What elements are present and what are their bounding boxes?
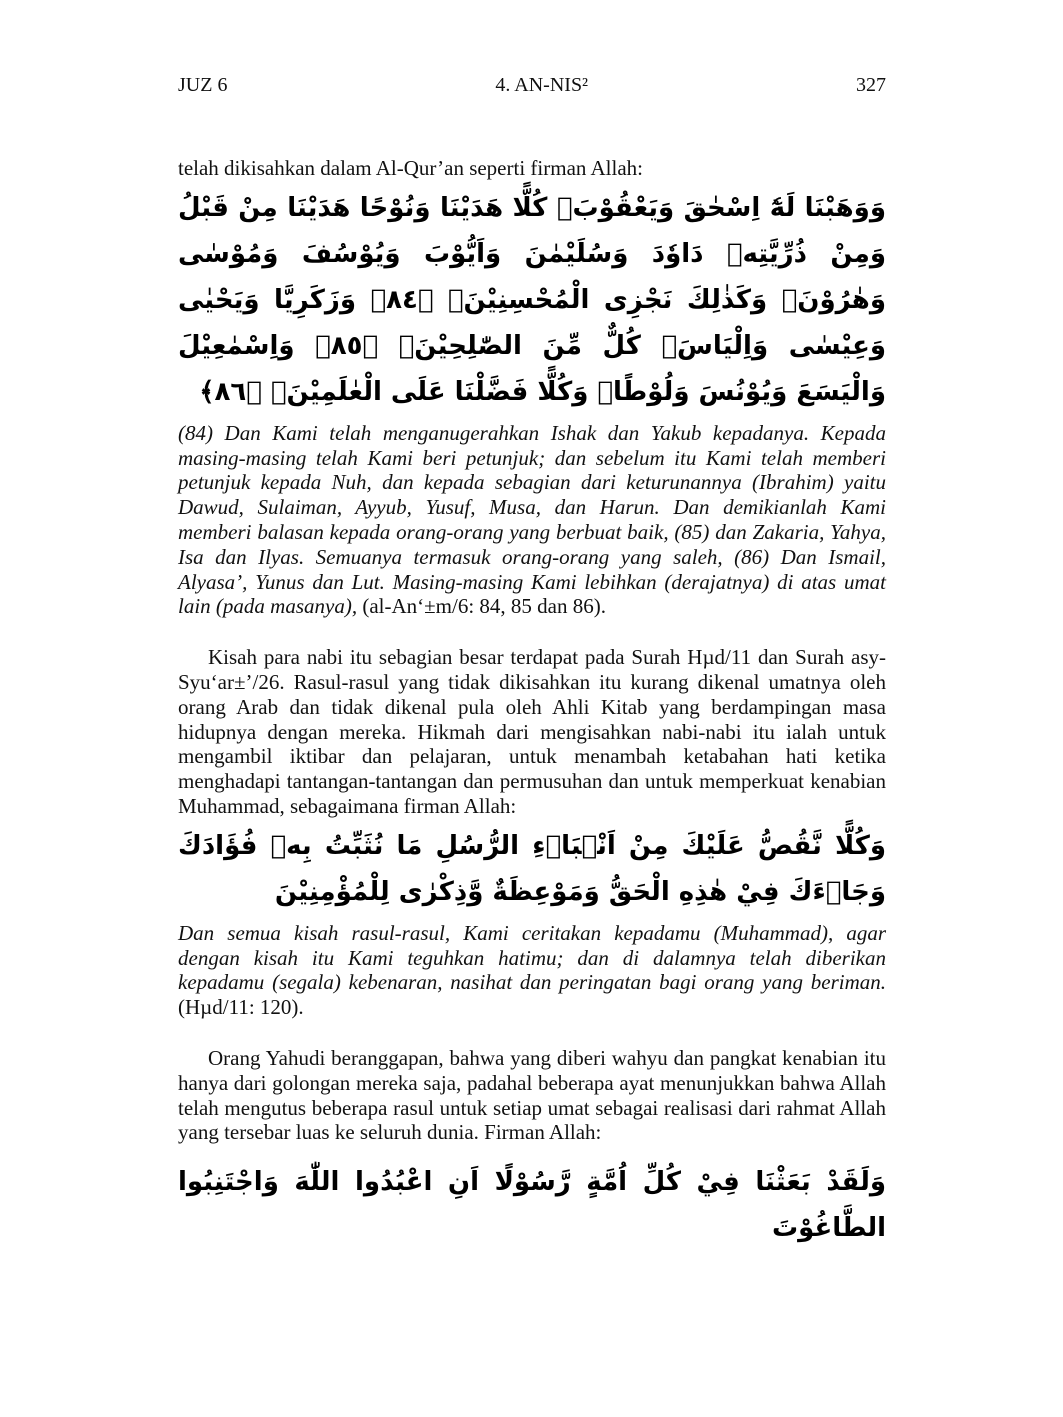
arabic-verse-hud-120: وَكُلًّا نَّقُصُّ عَلَيْكَ مِنْ اَنْۢبَاۤءِ الرُّسُلِ مَا نُثَبِّتُ بِهٖ فُؤَادَكَ وَجَاۤءَكَ فِيْ هٰذِهِ الْحَقُّ وَمَوْعِظَةٌ وَّذِكْرٰى لِلْمُؤْمِنِيْنَ (178, 830, 886, 907)
paragraph-prophets-stories: Kisah para nabi itu sebagian besar terdapat pada Surah Hµd/11 dan Surah asy-Syu‘ar±’/26. Rasul-rasul yang tidak dikisahkan itu kurang dikenal umatnya oleh orang Arab dan tidak dikenal pula oleh Ahli Kitab yang berdampingan masa hidupnya dengan mereka. Hikmah dari mengisahkan nabi-nabi itu ialah untuk mengambil iktibar dan pelajaran, untuk menambah ketabahan hati ketika menghadapi tantangan-tantangan dan permusuhan dan untuk memperkuat kenabian Muhammad, sebagaimana firman Allah: (178, 645, 886, 818)
translation-anam (178, 421, 886, 619)
translation-text: (84) Dan Kami telah menganugerahkan Ishak dan Yakub kepadanya. Kepada masing-masing telah Kami beri petunjuk; dan sebelum itu Kami telah memberi petunjuk kepada Nuh, dan kepada sebagian dari keturunannya (Ibrahim) yaitu Dawud, Sulaiman, Ayyub, Yusuf, Musa, dan Harun. Dan demikianlah Kami memberi balasan kepada orang-orang yang berbuat baik, (85) dan Zakaria, Yahya, Isa dan Ilyas. Semuanya termasuk orang-orang yang saleh, (86) Dan Ismail, Alyasa’, Yunus dan Lut. Masing-masing Kami lebihkan (derajatnya) di atas umat lain (pada masanya), (178, 420, 886, 619)
arabic-verse-anam-84-86: وَوَهَبْنَا لَهٗٓ اِسْحٰقَ وَيَعْقُوْبَۗ كُلًّا هَدَيْنَا وَنُوْحًا هَدَيْنَا مِنْ قَبْلُ وَمِنْ ذُرِّيَّتِهٖ دَاوٗدَ وَسُلَيْمٰنَ وَاَيُّوْبَ وَيُوْسُفَ وَمُوْسٰى وَهٰرُوْنَۗ وَكَذٰلِكَ نَجْزِى الْمُحْسِنِيْنَۙ ﴿٨٤﴾ وَزَكَرِيَّا وَيَحْيٰى وَعِيْسٰى وَاِلْيَاسَۗ كُلٌّ مِّنَ الصّٰلِحِيْنَۙ ﴿٨٥﴾ وَاِسْمٰعِيْلَ وَالْيَسَعَ وَيُوْنُسَ وَلُوْطًاۗ وَكُلًّا فَضَّلْنَا عَلَى الْعٰلَمِيْنَۙ ﴿٨٦﴾ (178, 192, 886, 407)
arabic-verse-nahl-36: وَلَقَدْ بَعَثْنَا فِيْ كُلِّ اُمَّةٍ رَّسُوْلًا اَنِ اعْبُدُوا اللّٰهَ وَاجْتَنِبُوا الطَّاغُوْتَ (178, 1167, 886, 1244)
intro-text: telah dikisahkan dalam Al-Qur’an seperti firman Allah: (178, 156, 643, 180)
surah-title: 4. AN-NIS² (495, 74, 589, 96)
paragraph-jews-belief: Orang Yahudi beranggapan, bahwa yang diberi wahyu dan pangkat kenabian itu hanya dari golongan mereka saja, padahal beberapa ayat menunjukkan bahwa Allah telah mengutus beberapa rasul untuk setiap umat sebagai realisasi dari rahmat Allah yang tersebar luas ke seluruh dunia. Firman Allah: (178, 1045, 886, 1145)
translation-text: Dan semua kisah rasul-rasul, Kami ceritakan kepadamu (Muhammad), agar dengan kisah itu Kami teguhkan hatimu; dan di dalamnya telah diberikan kepadamu (segala) kebenaran, nasihat dan peringatan bagi orang yang beriman. (178, 920, 886, 995)
page-number: 327 (856, 74, 886, 96)
running-header (178, 72, 886, 98)
juz-label: JUZ 6 (178, 74, 228, 96)
verse-reference: (Hµd/11: 120). (178, 995, 304, 1020)
verse-reference: (al-An‘±m/6: 84, 85 dan 86). (362, 594, 606, 619)
translation-hud (178, 921, 886, 1020)
